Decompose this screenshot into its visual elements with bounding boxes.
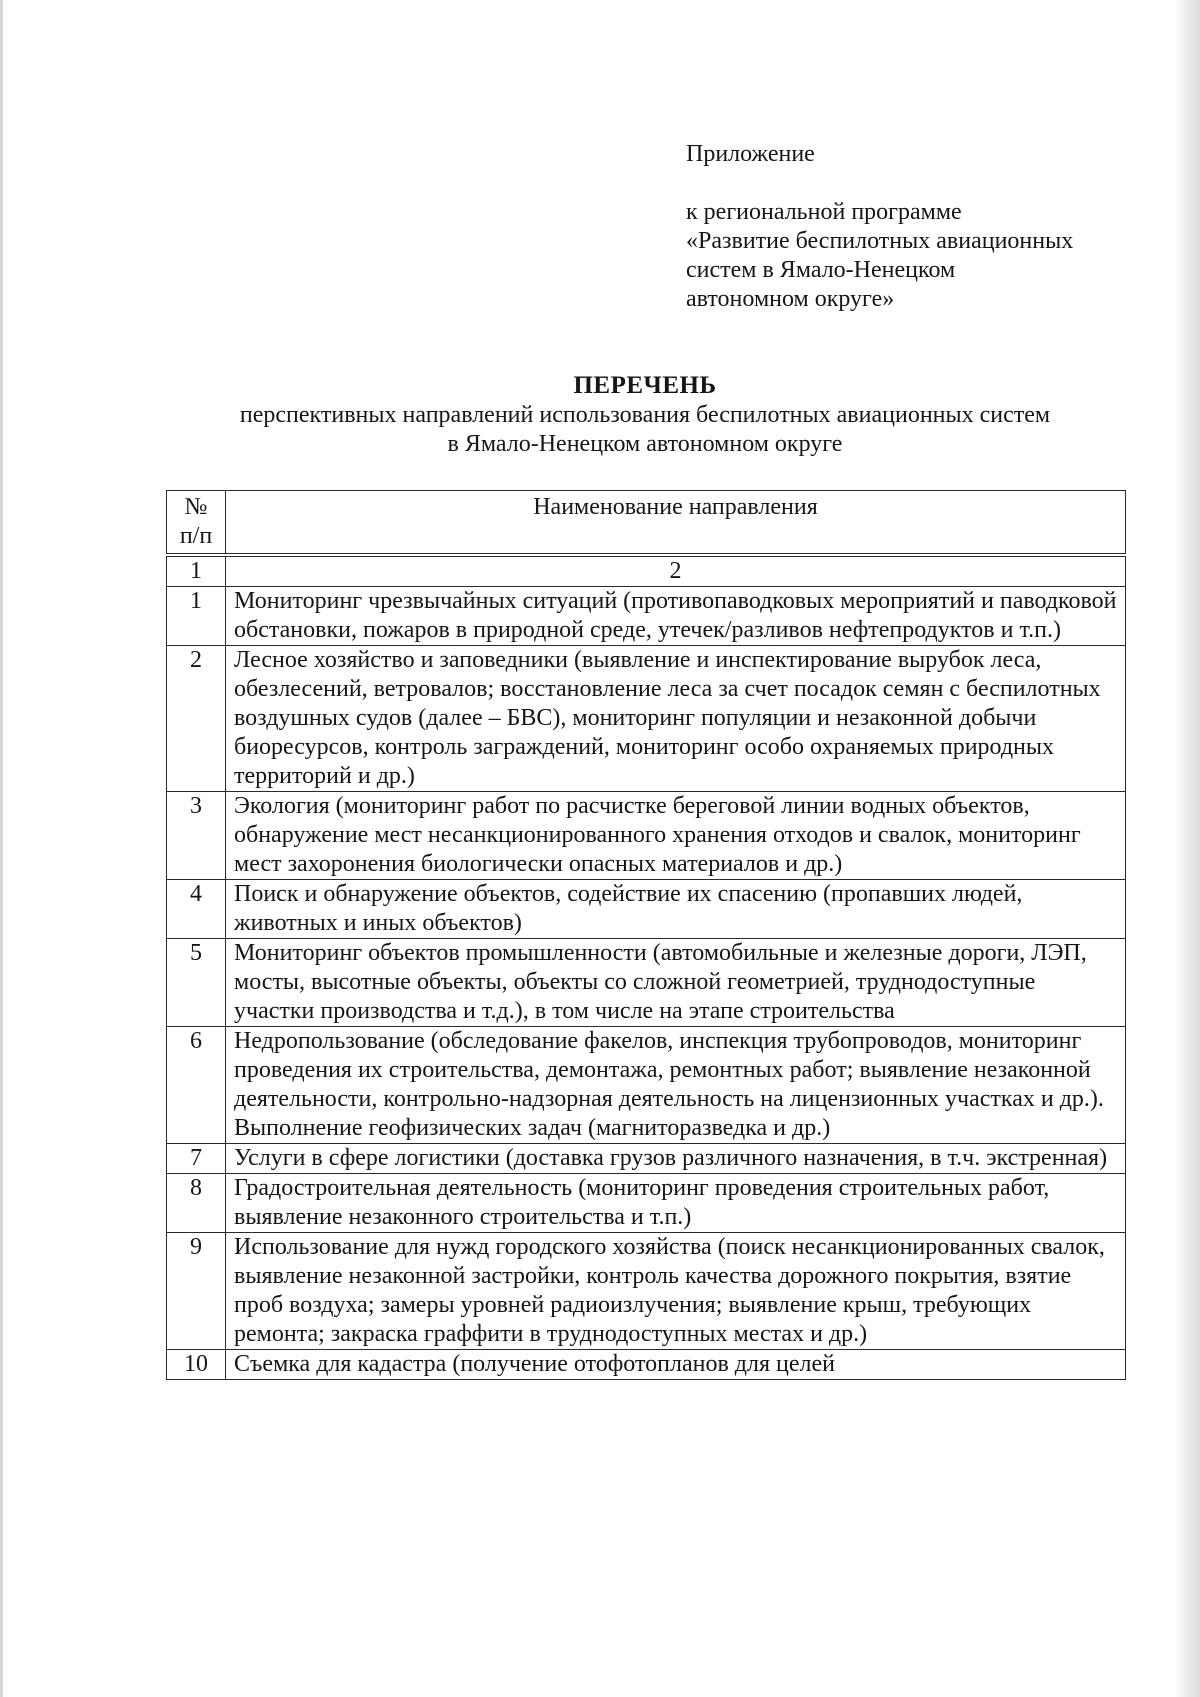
- row-text: Лесное хозяйство и заповедники (выявление и инспектирование вырубок леса, обезлесений, ветровалов; восстановление леса за счет посадок семян с беспилотных воздушных судов (далее – БВС), мониторинг популяции и незаконной добычи биоресурсов, контроль заграждений, мониторинг особо охраняемых природных территорий и др.): [226, 646, 1126, 792]
- column-number-cell: 1: [167, 555, 226, 587]
- row-number: 3: [167, 792, 226, 880]
- table-row: [167, 1174, 1126, 1233]
- row-number: 10: [167, 1350, 226, 1380]
- row-text: Услуги в сфере логистики (доставка грузов различного назначения, в т.ч. экстренная): [226, 1144, 1126, 1174]
- document-subtitle-line: в Ямало-Ненецком автономном округе: [447, 431, 843, 457]
- row-text: Использование для нужд городского хозяйства (поиск несанкционированных свалок, выявление незаконной застройки, контроль качества дорожного покрытия, взятие проб воздуха; замеры уровней радиоизлучения; выявление крыш, требующих ремонта; закраска граффити в труднодоступных местах и др.): [226, 1233, 1126, 1350]
- row-number: 5: [167, 939, 226, 1027]
- column-number-row: [167, 555, 1126, 587]
- row-number: 2: [167, 646, 226, 792]
- header-num-symbol: №: [184, 494, 208, 520]
- appendix-line: автономном округе»: [686, 286, 895, 312]
- row-text: Поиск и обнаружение объектов, содействие их спасению (пропавших людей, животных и иных объектов): [226, 880, 1126, 939]
- directions-table: [166, 490, 1126, 1380]
- column-number-cell: 2: [226, 555, 1126, 587]
- table-row: [167, 646, 1126, 792]
- row-text: Мониторинг чрезвычайных ситуаций (противопаводковых мероприятий и паводковой обстановки, пожаров в природной среде, утечек/разливов нефтепродуктов и т.п.): [226, 587, 1126, 646]
- row-text: Экология (мониторинг работ по расчистке береговой линии водных объектов, обнаружение мест несанкционированного хранения отходов и свалок, мониторинг мест захоронения биологически опасных материалов и др.): [226, 792, 1126, 880]
- row-number: 8: [167, 1174, 226, 1233]
- document-subtitle-line: перспективных направлений использования беспилотных авиационных систем: [239, 402, 1051, 428]
- table-row: [167, 1233, 1126, 1350]
- row-text: Съемка для кадастра (получение отофотопланов для целей: [226, 1350, 1126, 1380]
- appendix-block: [686, 140, 1156, 314]
- header-num-abbr: п/п: [179, 523, 213, 549]
- appendix-line: к региональной программе: [686, 199, 962, 225]
- table-row: [167, 1350, 1126, 1380]
- row-number: 4: [167, 880, 226, 939]
- appendix-line: систем в Ямало-Ненецком: [686, 257, 956, 283]
- appendix-line: «Развитие беспилотных авиационных: [686, 228, 1074, 254]
- scan-right-edge: [1174, 0, 1200, 1697]
- row-text: Недропользование (обследование факелов, инспекция трубопроводов, мониторинг проведения их строительства, демонтажа, ремонтных работ; выявление незаконной деятельности, контрольно-надзорная деятельность на лицензионных участках и др.). Выполнение геофизических задач (магниторазведка и др.): [226, 1027, 1126, 1144]
- appendix-label: Приложение: [686, 141, 815, 167]
- row-text: Мониторинг объектов промышленности (автомобильные и железные дороги, ЛЭП, мосты, высотные объекты, объекты со сложной геометрией, труднодоступные участки производства и т.д.), в том числе на этапе строительства: [226, 939, 1126, 1027]
- table-row: [167, 939, 1126, 1027]
- header-name-cell: Наименование направления: [226, 491, 1126, 556]
- table-row: [167, 880, 1126, 939]
- document-heading: [150, 371, 1140, 459]
- header-num-cell: [167, 491, 226, 556]
- document-title: ПЕРЕЧЕНЬ: [573, 372, 717, 399]
- row-number: 6: [167, 1027, 226, 1144]
- table-row: [167, 1027, 1126, 1144]
- row-number: 1: [167, 587, 226, 646]
- row-text: Градостроительная деятельность (мониторинг проведения строительных работ, выявление незаконного строительства и т.п.): [226, 1174, 1126, 1233]
- table-row: [167, 1144, 1126, 1174]
- row-number: 7: [167, 1144, 226, 1174]
- table-header-row: [167, 491, 1126, 556]
- scan-left-edge: [0, 0, 3, 1697]
- row-number: 9: [167, 1233, 226, 1350]
- table-row: [167, 792, 1126, 880]
- table-row: [167, 587, 1126, 646]
